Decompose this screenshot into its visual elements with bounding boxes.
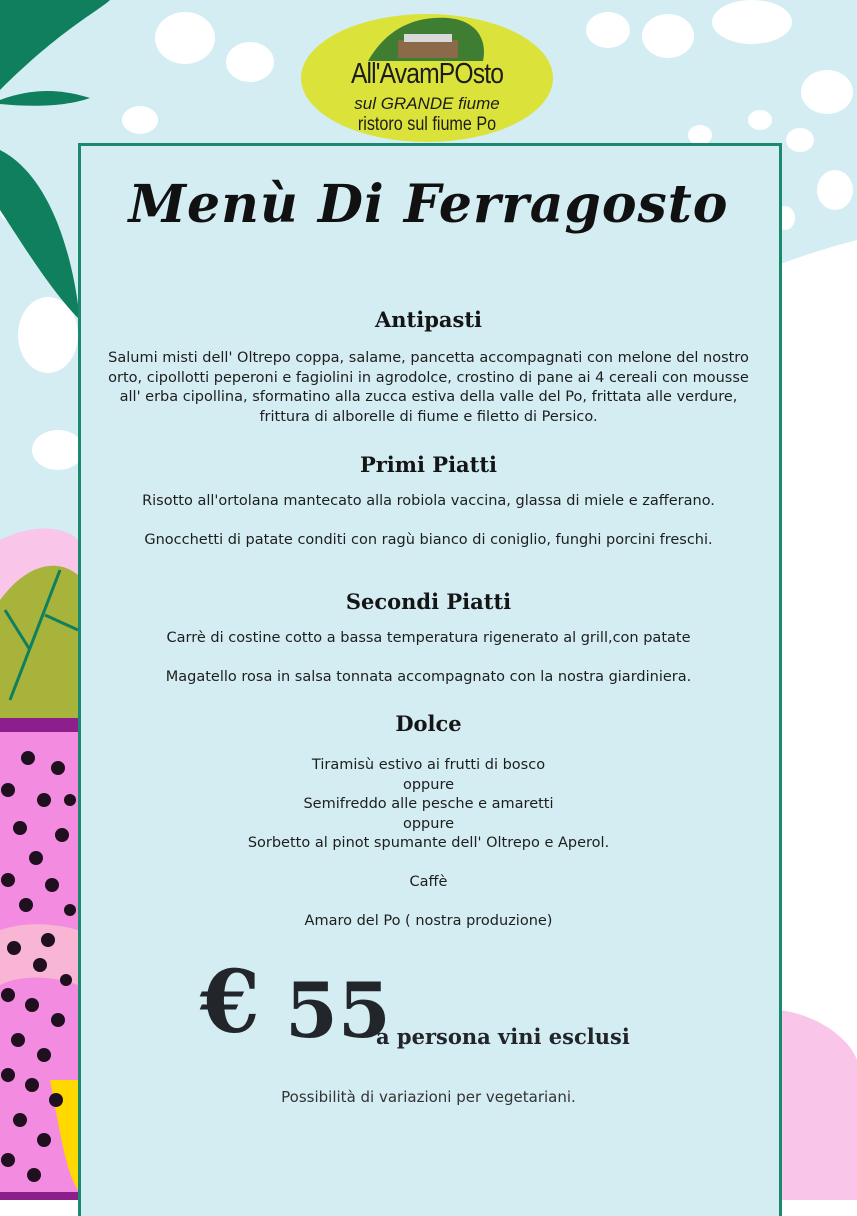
logo-subtitle: sul GRANDE fiume (354, 94, 500, 113)
logo-name: All'AvamPOsto (350, 58, 504, 90)
secondi-item-2: Magatello rosa in salsa tonnata accompagnato con la nostra giardiniera. (165, 669, 692, 685)
price-currency: € (200, 952, 260, 1053)
primi-heading: Primi Piatti (359, 452, 498, 477)
vegetarian-note: Possibilità di variazioni per vegetariani. (281, 1088, 576, 1106)
primi-item-2: Gnocchetti di patate conditi con ragù bianco di coniglio, funghi porcini freschi. (144, 532, 713, 548)
amaro-item: Amaro del Po ( nostra produzione) (304, 913, 553, 929)
dolce-heading: Dolce (395, 711, 462, 736)
dolce-or-1: oppure (402, 777, 455, 793)
restaurant-logo (298, 6, 556, 144)
antipasti-text: Salumi misti dell' Oltrepo coppa, salame, pancetta accompagnati con melone del nostro orto, cipollotti peperoni e fagiolini in agrodolce, crostino di pane ai 4 cereali con mousse all' erba cipollina, sformatino alla zucca estiva della valle del Po, frittata alle verdure, frittura di alborelle di fiume e filetto di Persico. (108, 350, 749, 425)
price-note: a persona vini esclusi (376, 1024, 630, 1049)
secondi-item-1: Carrè di costine cotto a bassa temperatura rigenerato al grill,con patate (166, 630, 691, 646)
dolce-item-3: Sorbetto al pinot spumante dell' Oltrepo e Aperol. (247, 835, 610, 851)
caffe-item: Caffè (409, 874, 448, 890)
dolce-item-2: Semifreddo alle pesche e amaretti (303, 796, 554, 812)
menu-title: Menù Di Ferragosto (128, 174, 729, 235)
dolce-or-2: oppure (402, 816, 455, 832)
antipasti-heading: Antipasti (374, 307, 483, 332)
primi-item-1: Risotto all'ortolana mantecato alla robiola vaccina, glassa di miele e zafferano. (142, 493, 715, 509)
dolce-item-1: Tiramisù estivo ai frutti di bosco (311, 757, 546, 773)
secondi-heading: Secondi Piatti (345, 589, 512, 614)
logo-tagline: ristoro sul fiume Po (357, 114, 497, 135)
price-amount: 55 (285, 966, 391, 1055)
